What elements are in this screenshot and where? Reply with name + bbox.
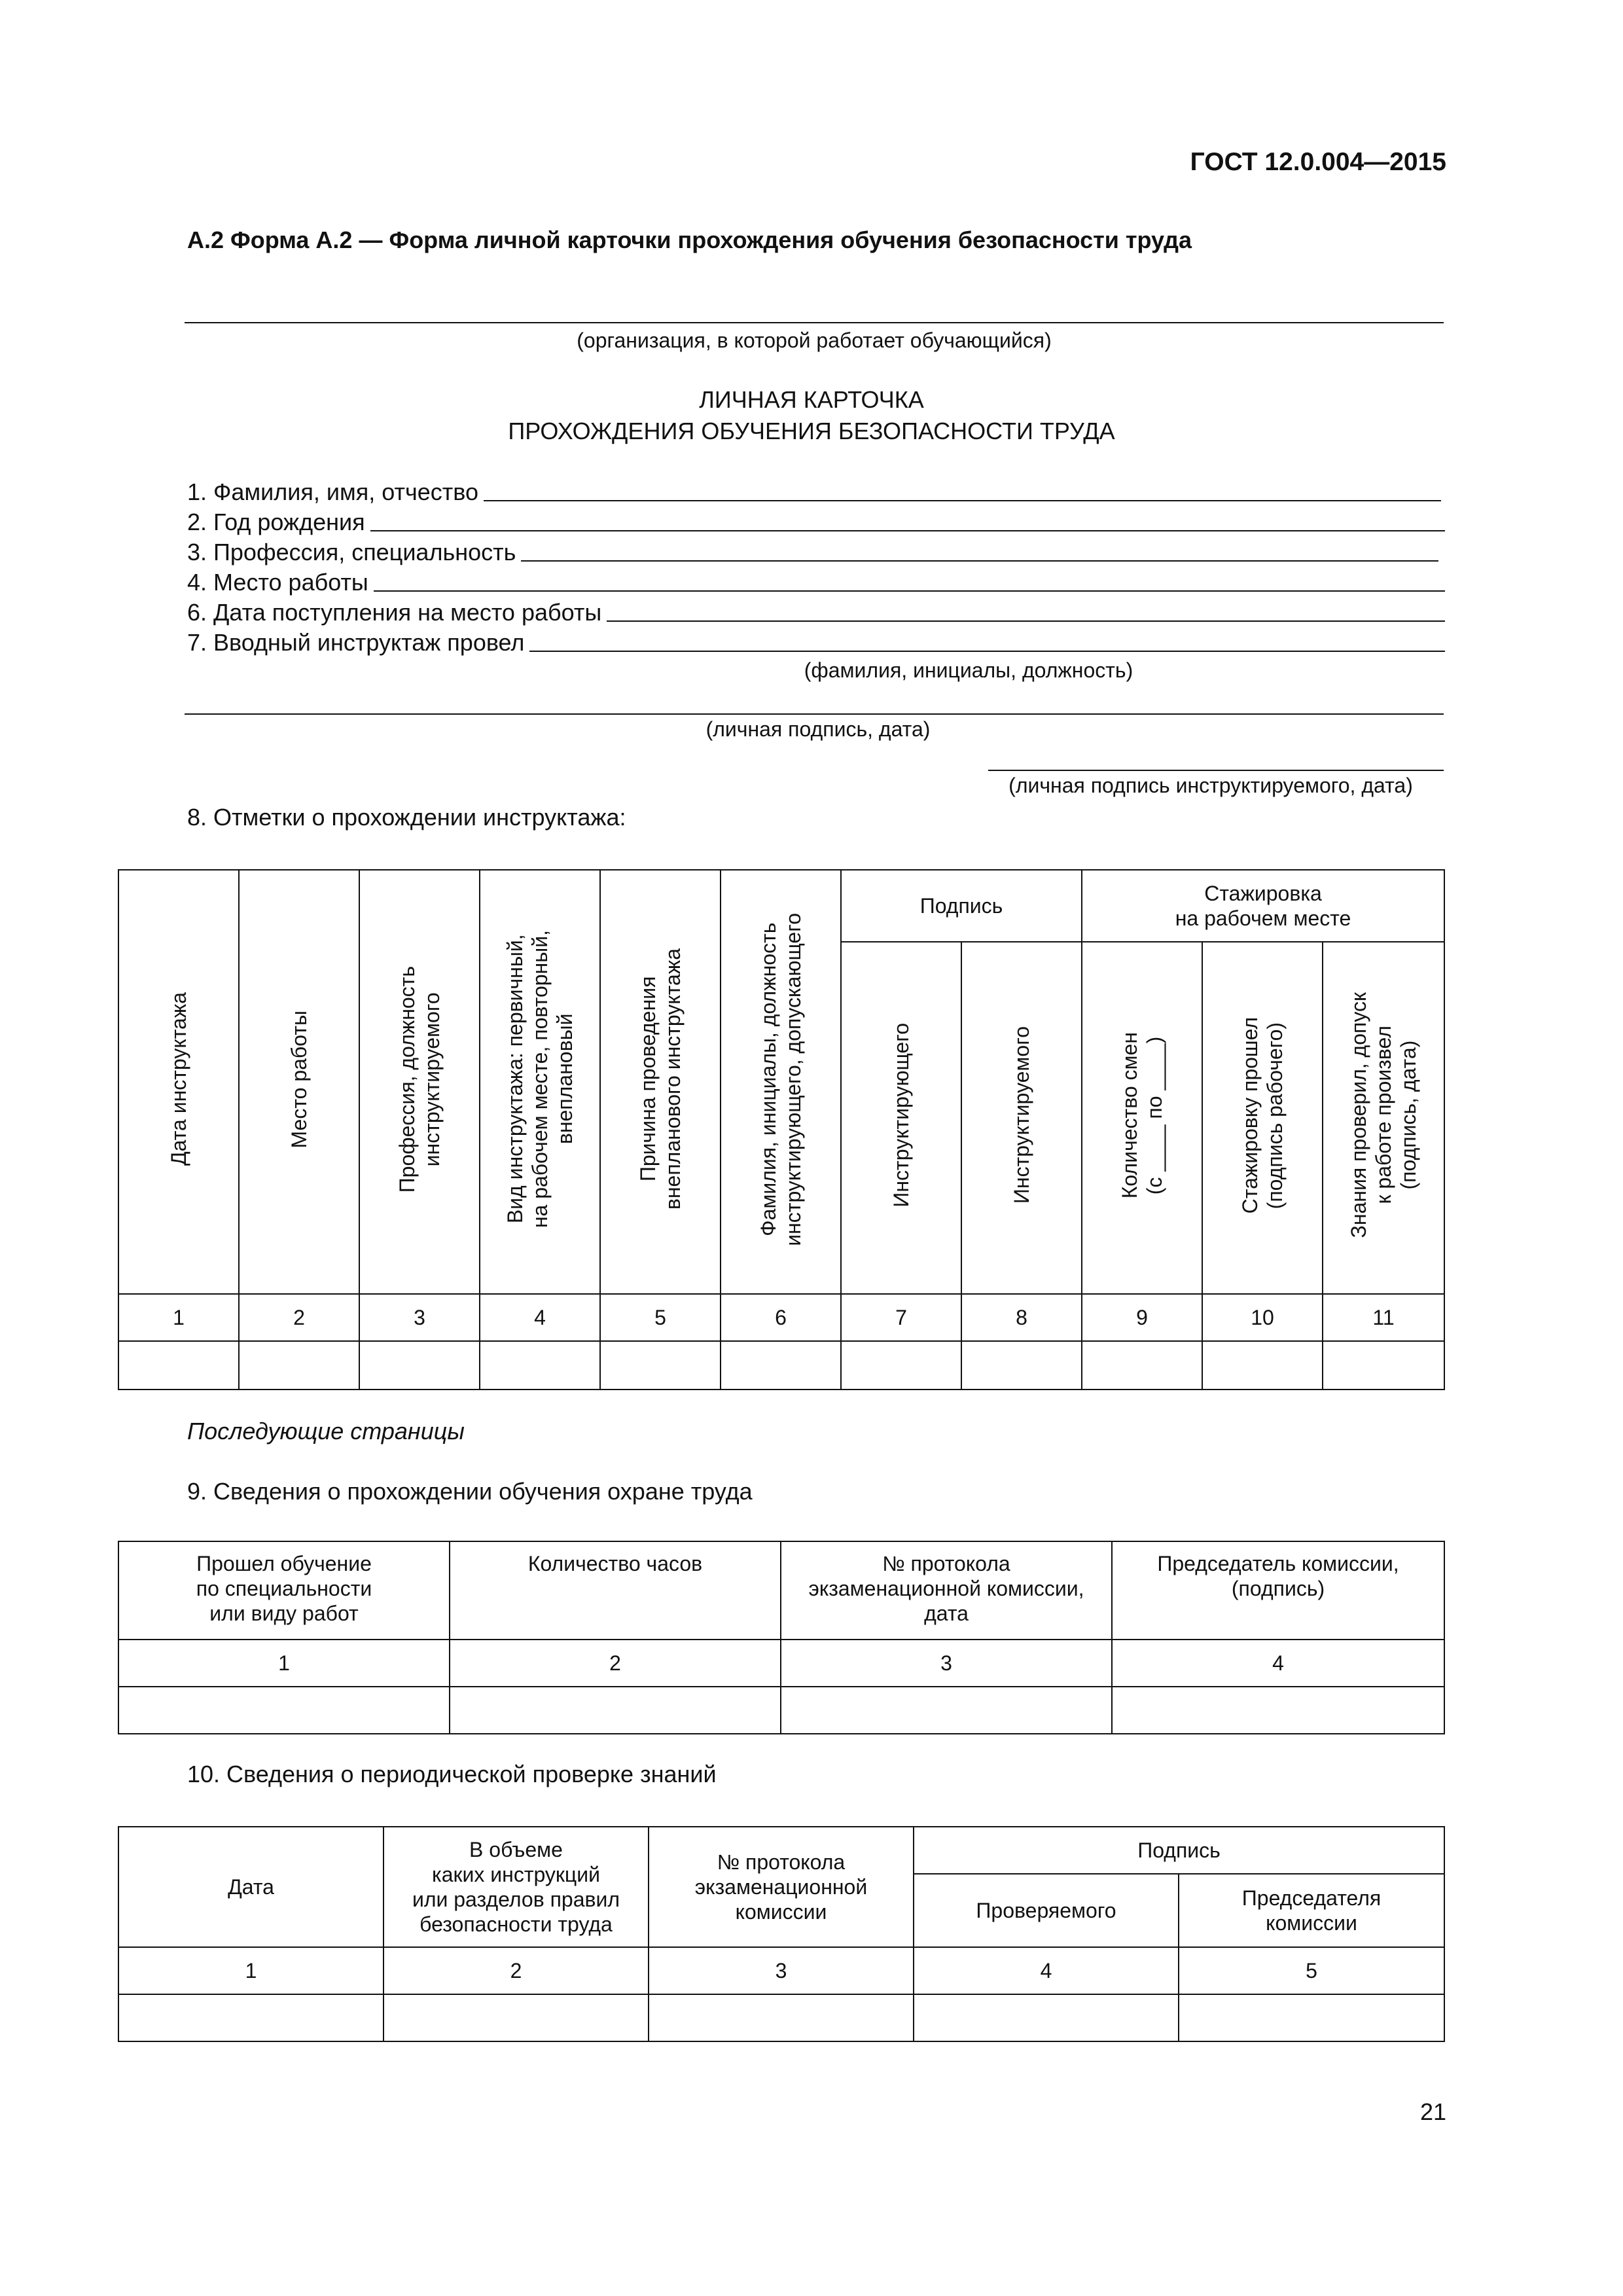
col-header-protocol: № протокола экзаменационной комиссии, дата xyxy=(781,1541,1112,1640)
training-table xyxy=(118,1541,1445,1734)
col-number: 4 xyxy=(914,1947,1179,1994)
field-label: 6. Дата поступления на место работы xyxy=(187,599,602,626)
col-number: 10 xyxy=(1202,1294,1323,1341)
organization-caption: (организация, в которой работает обучающийся) xyxy=(577,329,1052,352)
empty-cell[interactable] xyxy=(841,1341,961,1390)
col-header-specialty: Прошел обучение по специальности или виду работ xyxy=(118,1541,450,1640)
field-hire-date[interactable] xyxy=(187,597,1445,626)
col-number: 2 xyxy=(450,1640,781,1687)
table-row xyxy=(118,1994,1444,2041)
col-header-commission-chair: Председателя комиссии xyxy=(1179,1874,1444,1947)
empty-cell[interactable] xyxy=(118,1687,450,1734)
section10-title: 10. Сведения о периодической проверке знаний xyxy=(187,1761,717,1787)
empty-cell[interactable] xyxy=(1112,1687,1444,1734)
col-header-briefing-type: Вид инструктажа: первичный, на рабочем месте, повторный, внеплановый xyxy=(480,870,600,1294)
empty-cell[interactable] xyxy=(1323,1341,1444,1390)
col-header-examinee: Проверяемого xyxy=(914,1874,1179,1947)
group-header-signature: Подпись xyxy=(914,1827,1444,1874)
empty-cell[interactable] xyxy=(649,1994,914,2041)
signature-date-caption: (личная подпись, дата) xyxy=(705,717,931,741)
col-number: 3 xyxy=(359,1294,480,1341)
standard-number: ГОСТ 12.0.004—2015 xyxy=(1190,148,1446,176)
page-number: 21 xyxy=(1419,2098,1446,2125)
field-birth-year[interactable] xyxy=(187,507,1445,535)
col-header-protocol: № протокола экзаменационной комиссии xyxy=(649,1827,914,1947)
trainee-signature-line[interactable] xyxy=(988,770,1444,771)
col-header-internship-passed: Стажировку прошел (подпись рабочего) xyxy=(1202,942,1323,1294)
field-full-name[interactable] xyxy=(187,476,1441,505)
col-number: 5 xyxy=(600,1294,721,1341)
fill-line xyxy=(529,650,1445,652)
col-number: 9 xyxy=(1082,1294,1202,1341)
empty-cell[interactable] xyxy=(118,1994,383,2041)
organization-line xyxy=(185,322,1444,323)
empty-cell[interactable] xyxy=(383,1994,649,2041)
col-number: 1 xyxy=(118,1294,239,1341)
empty-cell[interactable] xyxy=(450,1687,781,1734)
col-header-date: Дата инструктажа xyxy=(118,870,239,1294)
col-number: 11 xyxy=(1323,1294,1444,1341)
fill-line xyxy=(374,590,1445,592)
col-number: 2 xyxy=(383,1947,649,1994)
col-number: 4 xyxy=(480,1294,600,1341)
group-header-internship: Стажировка на рабочем месте xyxy=(1082,870,1444,942)
section-title: А.2 Форма А.2 — Форма личной карточки прохождения обучения безопасности труда xyxy=(187,226,1192,253)
col-number: 4 xyxy=(1112,1640,1444,1687)
col-number: 7 xyxy=(841,1294,961,1341)
col-number: 1 xyxy=(118,1947,383,1994)
subsequent-pages-label: Последующие страницы xyxy=(187,1418,465,1444)
col-number: 8 xyxy=(961,1294,1082,1341)
card-title-line1: ЛИЧНАЯ КАРТОЧКА xyxy=(699,386,924,413)
col-header-workplace: Место работы xyxy=(239,870,359,1294)
col-header-instructed: Инструктируемого xyxy=(961,942,1082,1294)
empty-cell[interactable] xyxy=(1202,1341,1323,1390)
fill-line xyxy=(484,499,1441,501)
col-header-shifts: Количество смен (с ____ по ____) xyxy=(1082,942,1202,1294)
field-label: 2. Год рождения xyxy=(187,509,365,535)
empty-cell[interactable] xyxy=(781,1687,1112,1734)
col-number: 1 xyxy=(118,1640,450,1687)
empty-cell[interactable] xyxy=(961,1341,1082,1390)
signature-line[interactable] xyxy=(185,713,1444,715)
instructor-caption: (фамилия, инициалы, должность) xyxy=(804,658,1133,682)
table-row xyxy=(118,1341,1444,1390)
col-number: 2 xyxy=(239,1294,359,1341)
field-label: 4. Место работы xyxy=(187,569,368,596)
fill-line xyxy=(521,560,1438,562)
field-label: 7. Вводный инструктаж провел xyxy=(187,629,525,656)
col-header-hours: Количество часов xyxy=(450,1541,781,1640)
col-header-date: Дата xyxy=(118,1827,383,1947)
section9-title: 9. Сведения о прохождении обучения охране труда xyxy=(187,1478,753,1505)
empty-cell[interactable] xyxy=(239,1341,359,1390)
field-label: 1. Фамилия, имя, отчество xyxy=(187,478,478,505)
col-header-instructing: Инструктирующего xyxy=(841,942,961,1294)
empty-cell[interactable] xyxy=(1179,1994,1444,2041)
card-title-line2: ПРОХОЖДЕНИЯ ОБУЧЕНИЯ БЕЗОПАСНОСТИ ТРУДА xyxy=(508,418,1115,444)
knowledge-check-table xyxy=(118,1826,1445,2042)
empty-cell[interactable] xyxy=(914,1994,1179,2041)
briefing-table xyxy=(118,869,1445,1390)
col-header-scope: В объеме каких инструкций или разделов правил безопасности труда xyxy=(383,1827,649,1947)
col-number: 3 xyxy=(649,1947,914,1994)
empty-cell[interactable] xyxy=(480,1341,600,1390)
empty-cell[interactable] xyxy=(1082,1341,1202,1390)
fill-line xyxy=(607,620,1445,622)
section8-title: 8. Отметки о прохождении инструктажа: xyxy=(187,804,626,831)
empty-cell[interactable] xyxy=(600,1341,721,1390)
field-intro-briefing[interactable] xyxy=(187,627,1445,656)
col-header-reason: Причина проведения внепланового инструктажа xyxy=(600,870,721,1294)
field-workplace[interactable] xyxy=(187,567,1445,596)
col-number: 3 xyxy=(781,1640,1112,1687)
field-label: 3. Профессия, специальность xyxy=(187,539,516,565)
trainee-signature-caption: (личная подпись инструктируемого, дата) xyxy=(1008,774,1413,797)
empty-cell[interactable] xyxy=(721,1341,841,1390)
group-header-signature: Подпись xyxy=(841,870,1082,942)
table-row xyxy=(118,1687,1444,1734)
fill-line xyxy=(370,529,1445,531)
col-header-knowledge-checked: Знания проверил, допуск к работе произвел (подпись, дата) xyxy=(1323,942,1444,1294)
col-number: 6 xyxy=(721,1294,841,1341)
empty-cell[interactable] xyxy=(359,1341,480,1390)
col-number: 5 xyxy=(1179,1947,1444,1994)
col-header-profession: Профессия, должность инструктируемого xyxy=(359,870,480,1294)
col-header-chairman: Председатель комиссии, (подпись) xyxy=(1112,1541,1444,1640)
col-header-instructor-name: Фамилия, инициалы, должность инструктирующего, допускающего xyxy=(721,870,841,1294)
field-profession[interactable] xyxy=(187,537,1438,565)
empty-cell[interactable] xyxy=(118,1341,239,1390)
